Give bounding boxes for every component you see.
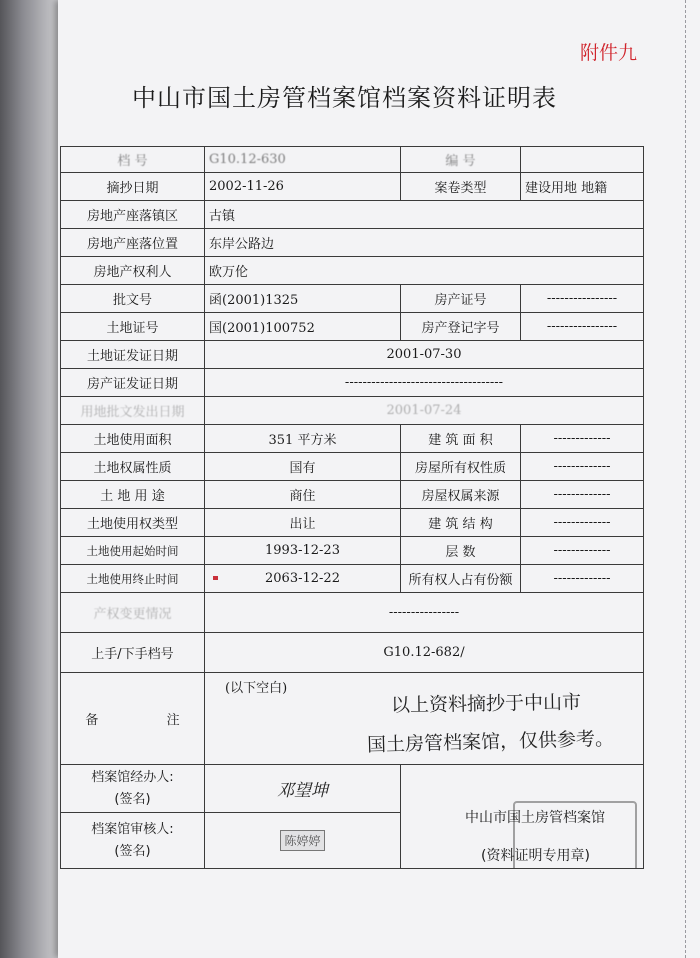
floors-value: -------------: [521, 537, 644, 565]
row-town: [61, 201, 644, 229]
location-value: 东岸公路边: [205, 229, 644, 257]
land-right-type-label: 土地使用权类型: [61, 509, 205, 537]
house-reg-no-value: ----------------: [521, 313, 644, 341]
remarks-label: [61, 673, 205, 765]
row-use-start: [61, 537, 644, 565]
row-land-use: [61, 481, 644, 509]
remarks-label-right: 注: [166, 713, 180, 728]
row-change: [61, 593, 644, 633]
faded-date-value: 2001-07-24: [205, 397, 644, 425]
file-type-value: 建设用地 地籍: [521, 173, 644, 201]
use-end-label: 土地使用终止时间: [61, 565, 205, 593]
building-structure-label: 建 筑 结 构: [401, 509, 521, 537]
owner-label: 房地产权利人: [61, 257, 205, 285]
row-extract-date: [61, 173, 644, 201]
row-archive-no: [61, 147, 644, 173]
use-end-value: 2063-12-22: [205, 565, 401, 593]
floors-label: 层 数: [401, 537, 521, 565]
use-start-value: 1993-12-23: [205, 537, 401, 565]
remarks-label-left: 备: [85, 713, 99, 728]
land-area-label: 土地使用面积: [61, 425, 205, 453]
location-label: 房地产座落位置: [61, 229, 205, 257]
handler-label: [61, 765, 205, 813]
land-right-type-value: 出让: [205, 509, 401, 537]
row-land-cert-date: [61, 341, 644, 369]
row-prev-next: [61, 633, 644, 673]
remarks-handwritten-line1: 以上资料摘抄于中山市: [390, 691, 582, 717]
extract-date-label: 摘抄日期: [61, 173, 205, 201]
ownership-share-value: -------------: [521, 565, 644, 593]
file-type-label: 案卷类型: [401, 173, 521, 201]
row-handler: [61, 765, 644, 813]
reviewer-label-line1: 档案馆审核人:: [91, 821, 174, 837]
row-location: [61, 229, 644, 257]
row-faded-date: [61, 397, 644, 425]
handler-signature: 邓望坤: [277, 781, 328, 801]
extract-date-value: 2002-11-26: [205, 173, 401, 201]
archive-no-label: 档 号: [61, 147, 205, 173]
house-ownership-nature-value: -------------: [521, 453, 644, 481]
fold-line: [685, 0, 686, 958]
ownership-share-label: 所有权人占有份额: [401, 565, 521, 593]
land-nature-value: 国有: [205, 453, 401, 481]
house-reg-no-label: 房产登记字号: [401, 313, 521, 341]
remarks-handwritten-line2: 国土房管档案馆，仅供参考。: [366, 727, 615, 757]
town-label: 房地产座落镇区: [61, 201, 205, 229]
certificate-form: [60, 146, 644, 869]
handler-signature-cell: [205, 765, 401, 813]
building-area-value: -------------: [521, 425, 644, 453]
land-cert-value: 国(2001)100752: [205, 313, 401, 341]
seal-cell: [401, 765, 644, 869]
house-cert-no-label: 房产证号: [401, 285, 521, 313]
land-area-value: 351 平方米: [205, 425, 401, 453]
reviewer-name-stamp: 陈婷婷: [280, 830, 324, 851]
seal-caption: (资料证明专用章): [481, 848, 590, 864]
row-land-right-type: [61, 509, 644, 537]
handler-label-line1: 档案馆经办人:: [91, 769, 174, 785]
row-use-end: [61, 565, 644, 593]
land-use-value: 商住: [205, 481, 401, 509]
row-land-area: [61, 425, 644, 453]
land-cert-date-label: 土地证发证日期: [61, 341, 205, 369]
row-land-cert: [61, 313, 644, 341]
approval-label: 批文号: [61, 285, 205, 313]
reviewer-signature-cell: [205, 813, 401, 869]
prev-next-label: 上手/下手档号: [61, 633, 205, 673]
row-approval: [61, 285, 644, 313]
building-area-label: 建 筑 面 积: [401, 425, 521, 453]
land-use-label: 土 地 用 途: [61, 481, 205, 509]
house-source-label: 房屋权属来源: [401, 481, 521, 509]
reviewer-label-line2: (签名): [114, 843, 151, 859]
faded-date-label: 用地批文发出日期: [61, 397, 205, 425]
land-nature-label: 土地权属性质: [61, 453, 205, 481]
seal-org-name: 中山市国土房管档案馆: [465, 810, 605, 826]
annex-label: 附件九: [580, 42, 638, 64]
house-source-value: -------------: [521, 481, 644, 509]
reviewer-label: [61, 813, 205, 869]
change-value: ----------------: [205, 593, 644, 633]
house-cert-no-value: ----------------: [521, 285, 644, 313]
serial-no-value: [521, 147, 644, 173]
archive-no-value: G10.12-630: [205, 147, 401, 173]
change-label: 产权变更情况: [61, 593, 205, 633]
page-title: 中山市国土房管档案馆档案资料证明表: [132, 84, 557, 112]
house-ownership-nature-label: 房屋所有权性质: [401, 453, 521, 481]
house-cert-date-label: 房产证发证日期: [61, 369, 205, 397]
town-value: 古镇: [205, 201, 644, 229]
approval-value: 函(2001)1325: [205, 285, 401, 313]
remarks-area: [205, 673, 644, 765]
land-cert-date-value: 2001-07-30: [205, 341, 644, 369]
owner-value: 欧万伦: [205, 257, 644, 285]
prev-next-value: G10.12-682/: [205, 633, 644, 673]
row-remarks: [61, 673, 644, 765]
row-house-cert-date: [61, 369, 644, 397]
remarks-header: (以下空白): [225, 681, 288, 696]
handler-label-line2: (签名): [114, 791, 151, 807]
house-cert-date-value: ------------------------------------: [205, 369, 644, 397]
use-start-label: 土地使用起始时间: [61, 537, 205, 565]
land-cert-label: 土地证号: [61, 313, 205, 341]
serial-no-label: 编 号: [401, 147, 521, 173]
row-owner: [61, 257, 644, 285]
row-land-nature: [61, 453, 644, 481]
binding-shadow: [0, 0, 64, 958]
building-structure-value: -------------: [521, 509, 644, 537]
